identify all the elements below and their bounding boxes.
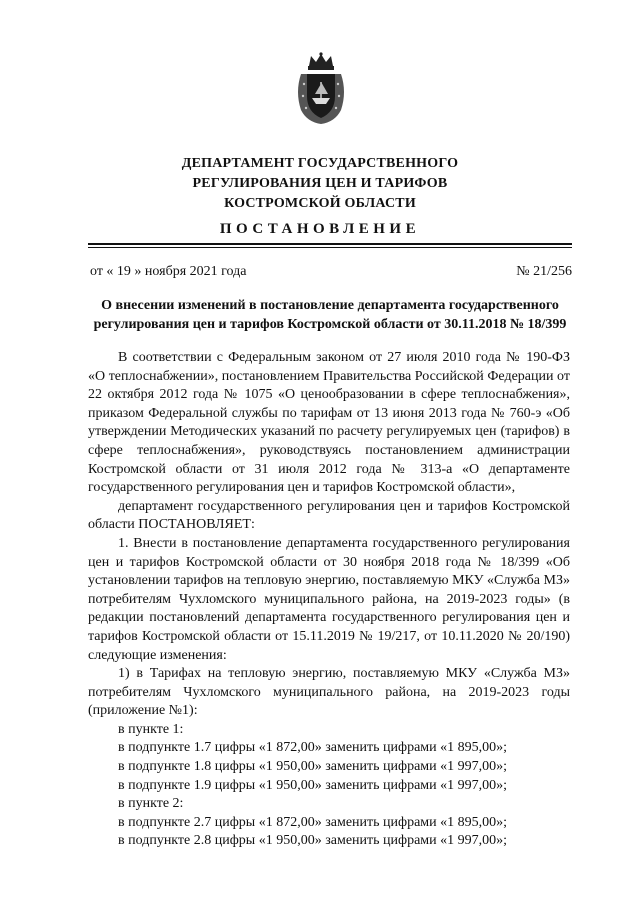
department-name [90,154,550,214]
change-line: в пункте 1: [118,721,184,737]
department-line: КОСТРОМСКОЙ ОБЛАСТИ [224,196,416,211]
change-line: в подпункте 2.7 цифры «1 872,00» заменить цифрами «1 895,00»; [118,814,508,830]
change-line: в подпункте 1.7 цифры «1 872,00» заменить цифрами «1 895,00»; [118,740,508,756]
department-line: РЕГУЛИРОВАНИЯ ЦЕН И ТАРИФОВ [192,176,448,191]
document-title: О внесении изменений в постановление департамента государственного регулирования цен и тарифов Костромской области от 30.11.2018 № 18/399 [93,298,567,332]
document-date: от « 19 » ноября 2021 года [90,264,247,279]
department-line: ДЕПАРТАМЕНТ ГОСУДАРСТВЕННОГО [181,156,459,171]
preamble-paragraph: В соответствии с Федеральным законом от 27 июля 2010 года № 190-ФЗ «О теплоснабжении», постановлением Правительства Российской Федерации от 22 октября 2012 года № 1075 «О ценообразовании в сфере теплоснабжения», приказом Федеральной службы по тарифам от 13 июня 2013 года № 760-э «Об утверждении Методических указаний по расчету регулируемых цен (тарифов) в сфере теплоснабжения», руководствуясь постановлением администрации Костромской области от 31 июля 2012 года № 313-а «О департаменте государственного регулирования цен и тарифов Костромской области», [88,350,570,496]
document-number: № 21/256 [516,264,572,279]
subitem-1-paragraph: 1) в Тарифах на тепловую энергию, поставляемую МКУ «Служба МЗ» потребителям Чухломского муниципального района, на 2019-2023 годы (приложение №1): [88,666,570,719]
document-type-heading: ПОСТАНОВЛЕНИЕ [219,221,421,237]
item-1-paragraph: 1. Внести в постановление департамента государственного регулирования цен и тарифов Костромской области от 30 ноября 2018 года № 18/399 «Об установлении тарифов на тепловую энергию, поставляемую МКУ «Служба МЗ» потребителям Чухломского муниципального района, на 2019-2023 годы» (в редакции постановлений департамента государственного регулирования цен и тарифов Костромской области от 15.11.2019 № 19/217, от 10.11.2020 № 20/190) следующие изменения: [88,535,570,663]
document-body [88,349,570,851]
change-line: в подпункте 1.8 цифры «1 950,00» заменить цифрами «1 997,00»; [118,759,508,775]
change-line: в подпункте 2.8 цифры «1 950,00» заменить цифрами «1 997,00»; [118,833,508,849]
resolution-paragraph: департамент государственного регулирования цен и тарифов Костромской области ПОСТАНОВЛЯЕТ: [88,498,570,533]
change-line: в подпункте 1.9 цифры «1 950,00» заменить цифрами «1 997,00»; [118,777,508,793]
header-divider-thick [88,243,572,245]
header-divider-thin [88,247,572,248]
coat-of-arms-icon [293,52,349,126]
change-line: в пункте 2: [118,796,184,812]
